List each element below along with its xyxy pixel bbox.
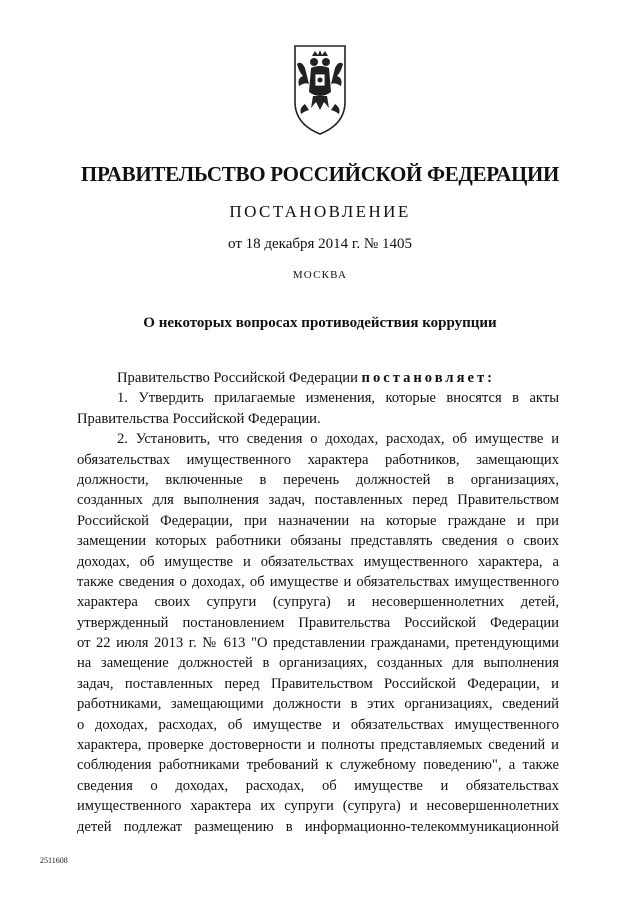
government-title: ПРАВИТЕЛЬСТВО РОССИЙСКОЙ ФЕДЕРАЦИИ xyxy=(80,162,560,186)
body-line: характера, проверке достоверности и полноты представляемых сведений и xyxy=(77,737,559,754)
body-line: о доходах, расходах, об имуществе и обязательствах имущественного xyxy=(77,716,559,733)
body-line: 1. Утвердить прилагаемые изменения, которые вносятся в акты xyxy=(117,390,559,407)
body-line: имущественного характера их супруги (супруга) и несовершеннолетних xyxy=(77,798,559,815)
document-body xyxy=(77,368,559,837)
body-line: созданных для выполнения задач, поставленных перед Правительством xyxy=(77,492,559,509)
body-line: замещении которых работники обязаны представлять сведения о своих xyxy=(77,533,559,550)
body-line: утвержденный постановлением Правительства Российской Федерации xyxy=(77,614,559,631)
intro-prefix: Правительство Российской Федерации xyxy=(117,370,362,386)
date-number: от 18 декабря 2014 г. № 1405 xyxy=(228,236,412,252)
intro-paragraph xyxy=(77,368,559,388)
document-subject: О некоторых вопросах противодействия коррупции xyxy=(143,315,497,331)
city: МОСКВА xyxy=(292,269,348,281)
body-line: должности, включенные в перечень должностей в организациях, xyxy=(77,471,559,488)
body-line: Российской Федерации, при назначении на которые граждане и при xyxy=(77,512,559,529)
body-line: доходах, об имуществе и обязательствах имущественного характера, а xyxy=(77,553,559,570)
body-line: работниками, замещающими должности в этих организациях, сведений xyxy=(77,696,559,713)
body-line: 2. Установить, что сведения о доходах, расходах, об имуществе и xyxy=(117,431,559,448)
body-line: также сведения о доходах, об имуществе и обязательствах имущественного xyxy=(77,573,559,590)
body-line: детей подлежат размещению в информационно-телекоммуникационной xyxy=(77,818,559,835)
document-code: 2511608 xyxy=(40,856,68,865)
body-line: Правительства Российской Федерации. xyxy=(77,410,321,427)
body-line: соблюдения работниками требований к служебному поведению", а также xyxy=(77,757,559,774)
body-line: характера своих супруги (супруга) и несовершеннолетних детей, xyxy=(77,594,559,611)
body-line: на замещение должностей в организациях, созданных для выполнения xyxy=(77,655,559,672)
coat-of-arms-emblem xyxy=(275,42,365,138)
body-line: обязательствах имущественного характера работников, замещающих xyxy=(77,451,559,468)
body-line: от 22 июля 2013 г. № 613 "О представлении гражданами, претендующими xyxy=(77,635,559,652)
body-line: задач, поставленных перед Правительством Российской Федерации, и xyxy=(77,675,559,692)
body-line: сведения о доходах, расходах, об имуществе и обязательствах xyxy=(77,777,559,794)
intro-verb: постановляет: xyxy=(361,370,495,386)
document-type: ПОСТАНОВЛЕНИЕ xyxy=(229,202,411,221)
